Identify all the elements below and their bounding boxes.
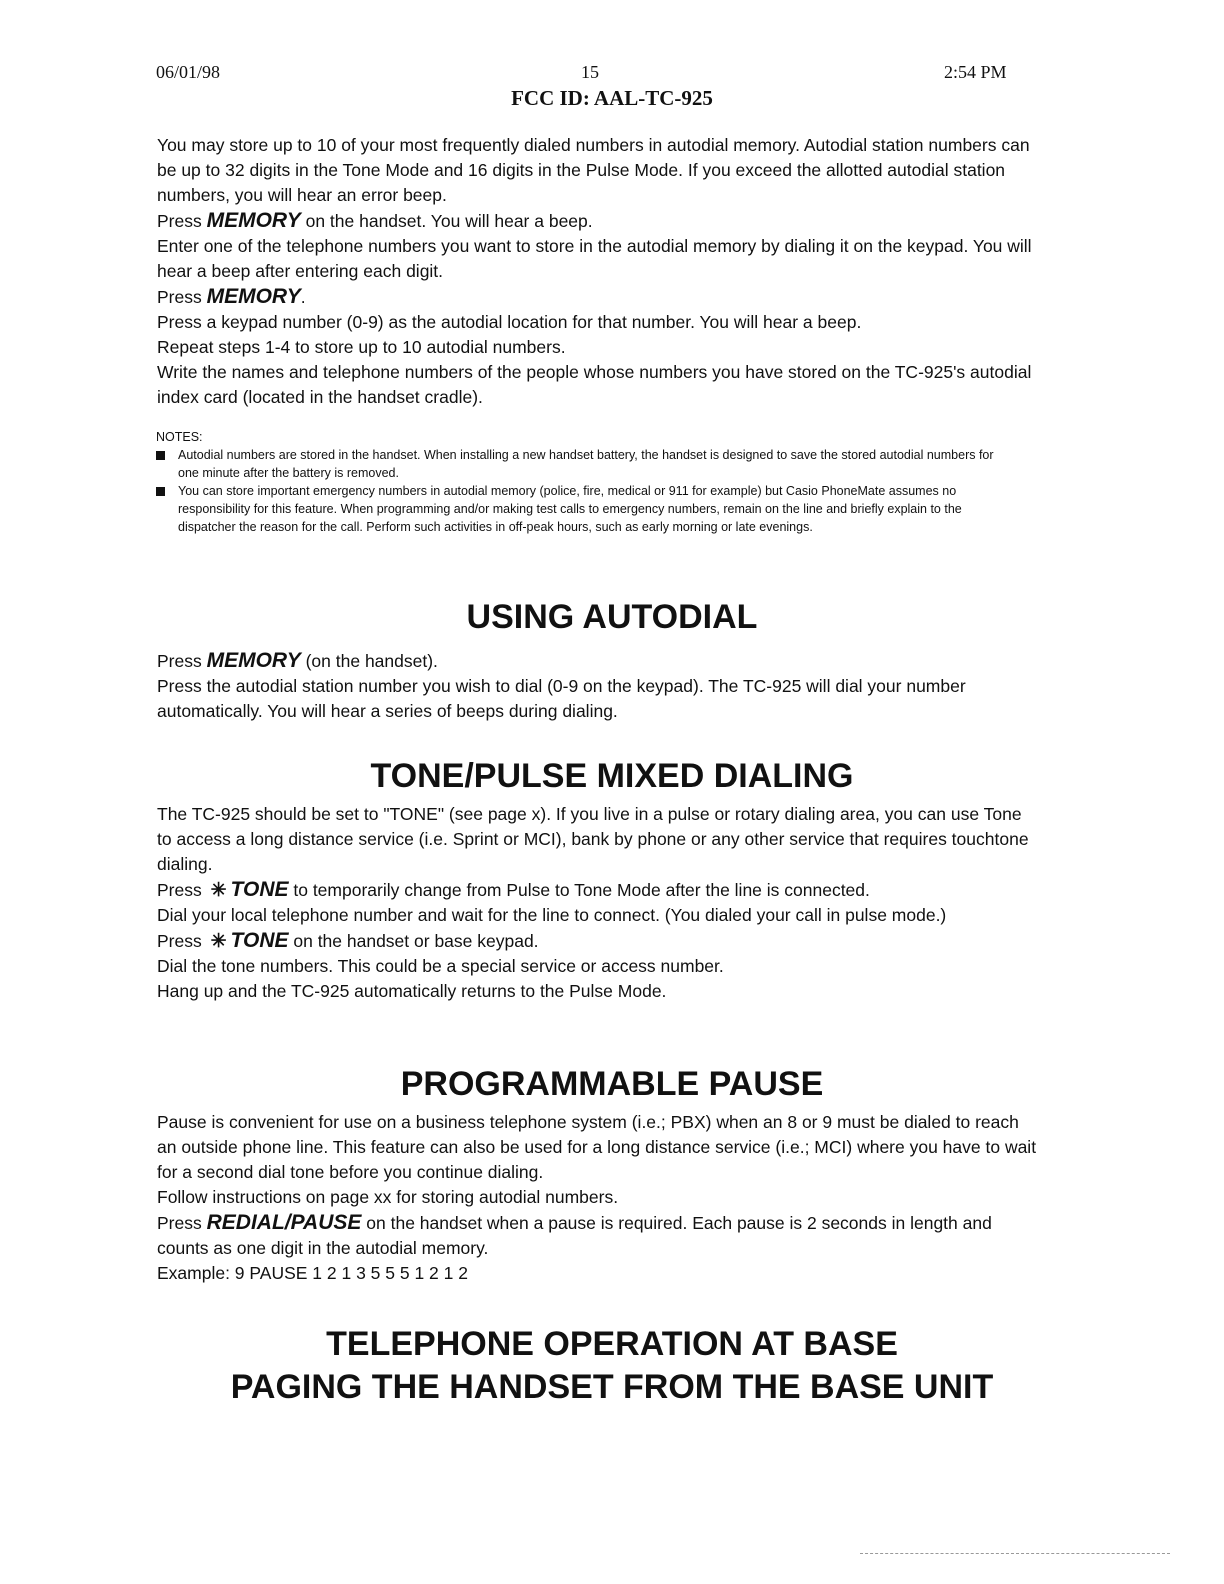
storing-step-4: Press a keypad number (0-9) as the autodial location for that number. You will hear a beep. (157, 312, 862, 332)
heading-paging-handset: PAGING THE HANDSET FROM THE BASE UNIT (230, 1368, 994, 1406)
header-page-number: 15 (581, 62, 599, 82)
notes-section (156, 428, 1016, 536)
pause-example: Example: 9 PAUSE 1 2 1 3 5 5 5 1 2 1 2 (157, 1263, 468, 1283)
star-key-icon: ✳ (210, 931, 227, 952)
tone-step-1: Press ✳ TONE to temporarily change from Pulse to Tone Mode after the line is connected. (157, 878, 870, 901)
star-key-icon: ✳ (210, 880, 227, 901)
memory-key-label: MEMORY (206, 285, 301, 308)
tone-pulse-section (157, 802, 1037, 1004)
redial-pause-key-label: REDIAL/PAUSE (206, 1211, 362, 1234)
scan-artifact-line (860, 1553, 1170, 1554)
pause-step-1: Follow instructions on page xx for storing autodial numbers. (157, 1187, 619, 1207)
tone-step-3: Press ✳ TONE on the handset or base keypad. (157, 929, 539, 952)
storing-step-3: Press MEMORY. (157, 285, 306, 308)
note-item: You can store important emergency numbers in autodial memory (police, fire, medical or 911 for example) but Casio PhoneMate assumes no responsibility for this feature. When programming and/or making test calls to emergency numbers, remain on the line and briefly explain to the dispatcher the reason for the call. Perform such activities in off-peak hours, such as early morning or late evenings. (156, 482, 1016, 536)
storing-step-2: Enter one of the telephone numbers you want to store in the autodial memory by dialing it on the keypad. You will hear a beep after entering each digit. (157, 236, 1032, 281)
tone-key-label: TONE (230, 878, 289, 901)
autodial-step-1: Press MEMORY (on the handset). (157, 649, 438, 672)
bullet-icon (156, 451, 165, 460)
tone-key-label: TONE (230, 929, 289, 952)
pause-section (157, 1110, 1037, 1286)
memory-key-label: MEMORY (206, 209, 301, 232)
heading-using-autodial: USING AUTODIAL (466, 598, 758, 636)
storing-intro: You may store up to 10 of your most frequently dialed numbers in autodial memory. Autodial station numbers can be up to 32 digits in the Tone Mode and 16 digits in the Pulse Mode. If you exceed the allotted autodial station numbers, you will hear an error beep. (157, 135, 1030, 205)
tone-step-2: Dial your local telephone number and wait for the line to connect. (You dialed your call in pulse mode.) (157, 905, 947, 925)
storing-step-6: Write the names and telephone numbers of the people whose numbers you have stored on the TC-925's autodial index card (located in the handset cradle). (157, 362, 1032, 407)
storing-step-5: Repeat steps 1-4 to store up to 10 autodial numbers. (157, 337, 566, 357)
heading-telephone-operation-base: TELEPHONE OPERATION AT BASE (326, 1325, 898, 1363)
notes-label: NOTES: (156, 430, 203, 444)
fcc-id-title: FCC ID: AAL-TC-925 (511, 86, 713, 110)
heading-tone-pulse: TONE/PULSE MIXED DIALING (370, 757, 854, 795)
pause-intro: Pause is convenient for use on a business telephone system (i.e.; PBX) when an 8 or 9 must be dialed to reach an outside phone line. This feature can also be used for a long distance service (i.e.; MCI) where you have to wait for a second dial tone before you continue dialing. (157, 1112, 1037, 1182)
storing-step-1: Press MEMORY on the handset. You will hear a beep. (157, 209, 593, 232)
memory-key-label: MEMORY (206, 649, 301, 672)
heading-programmable-pause: PROGRAMMABLE PAUSE (400, 1065, 824, 1103)
note-item: Autodial numbers are stored in the handset. When installing a new handset battery, the handset is designed to save the stored autodial numbers for one minute after the battery is removed. (156, 446, 1016, 482)
header-date: 06/01/98 (156, 62, 221, 82)
storing-section (157, 133, 1037, 410)
tone-pulse-intro: The TC-925 should be set to "TONE" (see page x). If you live in a pulse or rotary dialing area, you can use Tone to access a long distance service (i.e. Sprint or MCI), bank by phone or any other service that requires touchtone dialing. (157, 804, 1029, 874)
bullet-icon (156, 487, 165, 496)
autodial-step-2: Press the autodial station number you wish to dial (0-9 on the keypad). The TC-925 will dial your number automatically. You will hear a series of beeps during dialing. (157, 676, 966, 721)
tone-step-4: Dial the tone numbers. This could be a special service or access number. (157, 956, 724, 976)
header-time: 2:54 PM (944, 62, 1007, 82)
using-autodial-section (157, 648, 1037, 724)
pause-step-2: Press REDIAL/PAUSE on the handset when a pause is required. Each pause is 2 seconds in length and counts as one digit in the autodial memory. (157, 1211, 992, 1258)
tone-step-5: Hang up and the TC-925 automatically returns to the Pulse Mode. (157, 981, 667, 1001)
